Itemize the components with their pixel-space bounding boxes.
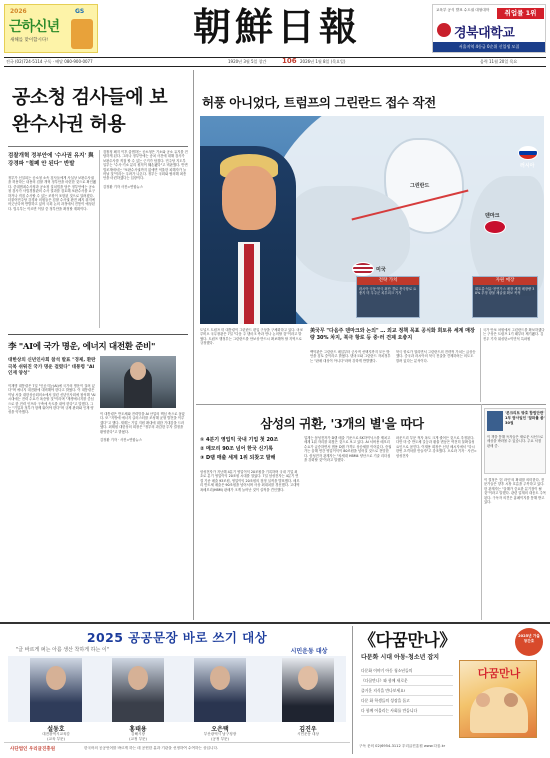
samsung-body-col3: 파운드리 부문 적자 폭도 크게 줄어든 것으로 추정된다. 다만 미·중 반도체 갈등과 환율 변동은 여전히 불확실성 요인으로 꼽힌다. 이재용 회장은 신년 메시지에서 "다시 한번 초격차를 만들자"고 강조했다. 오로라 기자 · 사진=삼성전자 bbox=[396, 436, 477, 458]
map-label-greenland: 그린란드 bbox=[410, 183, 430, 189]
contest-footer-text: 한국어의 공공언어를 바르게 하는 데 공헌한 분과 기관을 선정하여 수여하는 상입니다. bbox=[84, 746, 219, 750]
ai-headline[interactable]: 李 "AI에 국가 명운, 에너지 대전환 준비" bbox=[8, 342, 156, 352]
sidebar-ad-thumb bbox=[487, 411, 503, 431]
lead-body-col1: 정부가 신설되는 공소청 소속 검사들에게 사실상 보완수사권을 허용하는 내용의 검찰 개혁 정부안을 마련한 것으로 확인됐다. 중대범죄수사청과 공소청 설치법을 담은 정부안에는 공소청 검사가 사법경찰관의 수사 결과를 검토해 보완수사를 요구하거나 직접 수사할 수 있는 조항이 포함된 것으로 알려졌다. 더불어민주당 강경파 의원들은 검찰 수사권 완전 폐지 취지에 어긋난다며 반발하고 있어 국회 논의 과정에서 진통이 예상된다. 법무부는 이르면 이달 중 정부안을 확정할 계획이다. bbox=[8, 176, 96, 211]
ai-photo-face bbox=[130, 362, 146, 380]
magazine-ad-footer: 구독 문의 02)6954-3112 우리글진흥원 www.다꿈.kr bbox=[359, 744, 446, 748]
map-label-denmark: 덴마크 bbox=[485, 213, 500, 219]
left-ad-banner[interactable] bbox=[4, 4, 98, 53]
masthead-date: 2026년 1월 8일 (목요일) bbox=[300, 59, 346, 64]
magazine-ad-title: 《다꿈만나》 bbox=[359, 631, 456, 651]
strategic-value-box bbox=[356, 276, 420, 318]
lead-subhead: 검찰개혁 정부안에 '수사권 유지' 與 강경파 "철폐 안 된다" 반발 bbox=[8, 153, 94, 167]
sidebar-ad[interactable] bbox=[484, 408, 546, 474]
main-col-divider bbox=[193, 70, 194, 620]
right-ad-banner[interactable] bbox=[432, 4, 546, 53]
magazine-line-4: 다문 화 학생들의 성장을 돕고 bbox=[361, 696, 453, 706]
greenland-body-col3: 북극 항로가 열리면서 그린란드의 전략적 가치는 급상승했다. 중국과 러시아의 북극 진출을 견제하려는 의도도 깔려 있다는 분석이다. bbox=[396, 350, 476, 363]
resource-text: 희토류·석유·천연가스 매장 세계 매장량 30% 추정 광물 채굴권 확보 목적 bbox=[475, 287, 535, 296]
contest-photo-4 bbox=[282, 658, 334, 722]
right-sidebar-divider bbox=[481, 404, 482, 620]
map-label-usa: 미국 bbox=[376, 267, 386, 273]
photo-1-face bbox=[46, 666, 66, 690]
masthead-rule-bottom bbox=[4, 66, 546, 67]
greenland-article-head: 美국무 "다음주 덴마크와 논의" … 외교 정책 목표 공식화 희토류 세계 매장량 30% 차지, 북극 항로 등 중·러 견제 요충지 bbox=[310, 328, 475, 341]
left-ad-year: 2026 bbox=[10, 8, 27, 15]
samsung-body-col1: 삼성전자가 지난해 4분기 영업이익 20조원을 기록하며 국내 기업 최초로 분기 영업이익 20조원 시대를 열었다. 7일 삼성전자는 4분기 연결 기준 매출 93조원, 영업이익 20조원의 잠정 실적을 발표했다. 메모리 반도체 매출은 90조원을 넘어서며 사상 최대치를 경신했다. 고대역폭메모리(HBM) 판매가 크게 늘어난 것이 실적을 견인했다. bbox=[200, 470, 300, 492]
magazine-line-5: 다 함께 어울리는 사회를 만듭니다 bbox=[361, 706, 453, 716]
resource-title: 자원 매장 bbox=[473, 277, 537, 285]
contest-photo-3 bbox=[194, 658, 246, 722]
contest-ad-subtitle: "글 바르게 퍼는 아름 생산 착하게 하는 이" bbox=[16, 647, 110, 653]
trump-tie bbox=[244, 244, 254, 324]
canada-landmass bbox=[290, 186, 410, 282]
lead-divider bbox=[8, 146, 188, 147]
sidebar-ad-title: '콘크리트 방호 합법단련' 1부 탐사일인 '알파를 좀' 30권 bbox=[505, 411, 545, 425]
masthead-info-right: 음력 11월 20일 목요 bbox=[480, 59, 518, 64]
univ-emblem-icon bbox=[437, 23, 451, 37]
person-3-name: 오은택 bbox=[211, 726, 229, 733]
right-ad-sub: 서울지역 4등급 0순위 신입생 모집 bbox=[433, 42, 545, 52]
contest-photo-2 bbox=[112, 658, 164, 722]
greenland-body-col2: 백악관은 그린란드 매입부터 군사적 선택지까지 모든 방안을 검토 중이라고 밝혔다. 덴마크와 그린란드 자치정부는 "판매 대상이 아니다"라며 강하게 반발했다. bbox=[310, 350, 391, 363]
lead-col-divider bbox=[99, 150, 100, 328]
masthead-info-center: 1920년 3월 5일 창간 bbox=[228, 59, 267, 64]
right-ad-top: 교육부 공식 발표 수도권 대형대학 bbox=[436, 8, 490, 12]
samsung-bullet-3: ③ D램 매출 세계 1위 되찾고 말해 bbox=[200, 455, 276, 461]
contest-footer-bar bbox=[4, 742, 350, 754]
ads-divider bbox=[352, 626, 353, 754]
contest-ad-title: 2025 공공문장 바로 쓰기 대상 bbox=[86, 630, 268, 645]
map-label-russia: 러시아 bbox=[520, 163, 535, 169]
photo-3-face bbox=[210, 666, 230, 690]
contest-photo-1 bbox=[30, 658, 82, 722]
samsung-bullet-1: ① 4분기 영업익 국내 기업 첫 20조 bbox=[200, 437, 279, 443]
samsung-bullets bbox=[200, 436, 310, 463]
ai-body-col2: 이 대통령은 반도체와 전력망을 AI 산업의 핵심 축으로 꼽았다. 또 "지방에 에너지 클러스터를 조성해 균형 발전을 이루겠다"고 했다. 재계는 기업 지원 확대에 대한 기대감을 드러냈다. 최태원 대한상의 회장은 "정부의 과감한 투자 결정을 환영한다"고 밝혔다. 김정환 기자 · 사진=연합뉴스 bbox=[100, 412, 185, 443]
magazine-cover-kid-1 bbox=[476, 693, 490, 707]
contest-ad[interactable] bbox=[4, 626, 350, 754]
ai-photo bbox=[100, 356, 176, 408]
lead-body-col2: 검찰청 폐지 이후 출범하는 공소청은 기소와 공소 유지를 전담하게 된다. 그러나 정부안에는 송치 사건에 대해 검사가 보완수사를 직접 할 수 있는 근거가 담겼다. 민주당 지도부 일부는 "수사·기소 분리 원칙이 훼손됐다"고 비판했다. 반면 법조계에서는 "보완수사권까지 없애면 억울한 피해자가 늘어날 것"이라는 우려가 나온다. 정부는 국회와 협의해 최종안을 마련하겠다는 입장이다. 김정환 기자 사진=연합뉴스 bbox=[103, 150, 188, 190]
lead-headline[interactable]: 공소청 검사들에 보완수사권 허용 bbox=[12, 86, 168, 135]
left-ad-sub: 새해를 맞이합시다! bbox=[10, 38, 49, 43]
person-4-name: 김진우 bbox=[299, 726, 317, 733]
masthead-info-left: 전국 (02)724-5114 구독 · 배달 080-900-0077 bbox=[6, 59, 93, 64]
person-1-name: 설동호 bbox=[47, 726, 65, 733]
person-1-role: 대전광역시교육감 (교육 부문) bbox=[42, 732, 70, 741]
greenland-body-col4: 국가 안보 차원에서 그린란드를 확보하겠다는 구상은 트럼프 1기 때부터 제기됐다. 김진우 기자 워싱턴=이민석 특파원 bbox=[483, 328, 545, 341]
greenland-body-col1: 도널드 트럼프 미 대통령이 그린란드 편입 구상을 구체화하고 있다. 마코 루비오 국무장관은 7일 "다음 주 덴마크 측과 만나 논의할 것"이라고 밝혔다. 트럼프 행정부는 그린란드를 안보상 반드시 확보해야 할 지역으로 규정했다. bbox=[200, 328, 303, 346]
trump-face bbox=[222, 166, 276, 230]
magazine-ad-subtitle: 다문화 시대 아동·청소년 잡지 bbox=[361, 654, 440, 661]
person-3-role: 부산광역시 남구청장 (공정 부문) bbox=[203, 732, 237, 741]
left-ad-headline: 근하신년 bbox=[9, 19, 60, 35]
magazine-cover-title: 다꿈만나 bbox=[477, 667, 521, 680]
person-2-role: 김해시장 (교정 부문) bbox=[129, 732, 147, 741]
person-4-role: 시민운동 대상 bbox=[297, 732, 319, 736]
magazine-ad[interactable] bbox=[355, 626, 546, 754]
magazine-cover bbox=[459, 660, 537, 738]
magazine-badge-text: 2025년 가을 창간호 bbox=[518, 634, 540, 643]
magazine-lines bbox=[361, 666, 453, 716]
photo-4-face bbox=[298, 666, 318, 690]
left-col-divider bbox=[8, 334, 188, 335]
left-ad-brand: GS bbox=[75, 8, 85, 15]
greenland-graphic bbox=[200, 116, 544, 324]
magazine-line-1: 다문화 이야기 아동 청소년들의 bbox=[361, 666, 453, 676]
samsung-body-col2: 업계는 삼성전자가 D램 매출 기준으로 SK하이닉스를 제치고 세계 1위 자리를 되찾은 것으로 보고 있다. AI 서버용 메모리 수요가 급증하면서 범용 D램 가격도 상승세를 이어갔다. 증권가는 올해 연간 영업이익이 80조원을 넘어설 것으로 전망한다. 삼성전자 관계자는 "차세대 HBM4 양산으로 기술 리더십을 강화할 것"이라고 말했다. bbox=[304, 436, 392, 463]
right-ad-badge: 취업률 1위 bbox=[497, 8, 544, 19]
contest-ad-special: 시민운동 대상 bbox=[290, 648, 328, 655]
masthead-rule-top bbox=[4, 57, 546, 58]
right-ad-name: 경북대학교 bbox=[454, 26, 515, 41]
strategic-value-title: 전략 가치 bbox=[357, 277, 419, 285]
masthead-issue-no: 106 bbox=[282, 57, 297, 65]
flag-russia-icon bbox=[518, 146, 538, 160]
masthead-title: 朝鮮日報 bbox=[192, 4, 361, 49]
magazine-cover-kid-2 bbox=[504, 693, 518, 707]
strategic-value-text: 러시아 극동·북극 최단 경로 북극항로 요충지 미 우주군 피투피크 기지 bbox=[359, 287, 417, 296]
magazine-line-2: 《다꿈만나》와 함께 새로운 bbox=[361, 676, 453, 686]
contest-footer-org: 사단법인 우리글진흥원 bbox=[10, 747, 56, 752]
ai-subhead: 대한상의 신년인사회 참석 발표 "경제, 환란 극복 쉬워진 국가 명운 걸렸다" 대통령 "AI 인재 양성" bbox=[8, 358, 96, 376]
samsung-bullet-2: ② 메모리 90조 넘어 한국 신기록 bbox=[200, 446, 274, 452]
left-ad-product bbox=[71, 19, 93, 49]
sidebar-column-text: 이 결정은 '본 라인'의 확대를 의미한다. 전문가들은 향후 시장 흐름을 주목하고 있다. 한 관계자는 "올해가 중요한 분기점이 될 것"이라고 말했다. 관련 업계의 대응도 주목된다. 구독자 의견은 홈페이지를 통해 받고 있다. bbox=[484, 478, 546, 505]
magazine-line-3: 즐거운 지식을 만나보세요! bbox=[361, 686, 453, 696]
flag-denmark-icon bbox=[484, 220, 506, 234]
trump-portrait bbox=[200, 146, 296, 324]
person-2-name: 홍태용 bbox=[129, 726, 147, 733]
greenland-right-divider bbox=[480, 328, 481, 402]
greenland-headline[interactable]: 허풍 아니었다, 트럼프의 그린란드 접수 작전 bbox=[202, 95, 436, 110]
flag-usa-icon bbox=[352, 262, 374, 276]
magazine-badge bbox=[515, 628, 543, 656]
mid-divider bbox=[196, 404, 546, 405]
photo-2-face bbox=[128, 666, 148, 690]
samsung-headline[interactable]: 삼성의 귀환, '3개의 별'을 따다 bbox=[260, 416, 424, 431]
ai-body-col1: 이재명 대통령은 7일 "인공지능(AI)에 국가의 명운이 걸려 있다"며 에너지 대전환에 대비해야 한다고 밝혔다. 이 대통령은 이날 서울 대한상공회의소에서 열린 신년인사회에 참석해 "AI 시대에는 전력 수요가 폭증할 것"이라며 "재생에너지를 중심으로 한 전력 인프라 구축에 속도를 내야 한다"고 말했다. 그는 "기업과 정부가 함께 뛰어야 한다"며 규제 완화와 인재 양성을 약속했다. bbox=[8, 384, 96, 415]
resource-box bbox=[472, 276, 538, 318]
sidebar-ad-body: 이 책을 통해 독자들은 새로운 시선으로 세상을 바라볼 수 있습니다. 주요 서점 판매 중. bbox=[487, 435, 544, 448]
ad-top-rule bbox=[0, 622, 550, 624]
